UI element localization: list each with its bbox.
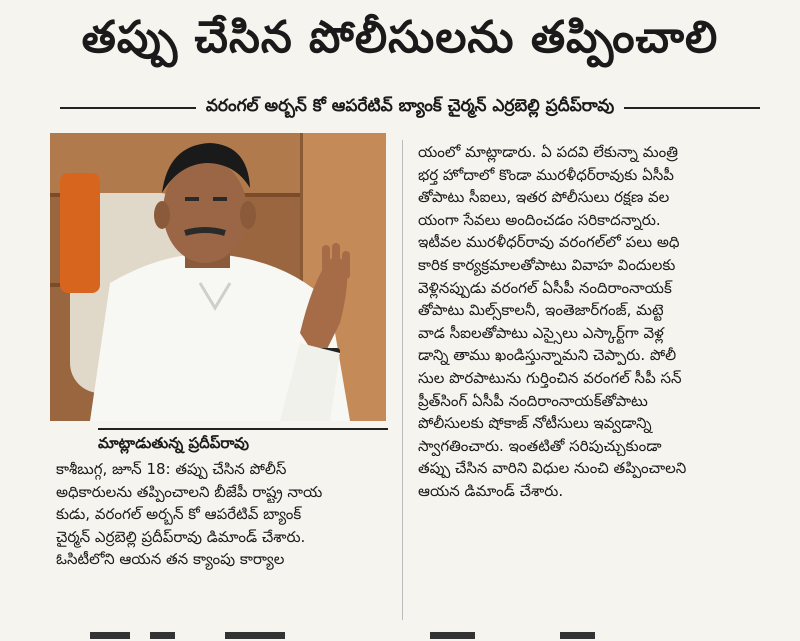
article-line: యంగా సేవలు అందించడం సరికాదన్నారు.: [418, 210, 661, 229]
article-line: ఇటీవల మురళీధర్‌రావు వరంగల్‌లో పలు అధి: [418, 233, 680, 252]
article-line: భర్త హోదాలో కొండా మురళీధర్‌రావుకు ఏసీపీ: [418, 165, 674, 184]
news-photo: [50, 133, 386, 421]
article-line: ప్రీత్‌సింగ్ ఏసీపీ నందిరాంనాయక్‌తోపాటు: [418, 391, 648, 410]
cropped-text-fragment: [430, 632, 475, 639]
article-line: తప్పు చేసిన వారిని విధుల నుంచి తప్పించాలని: [418, 459, 687, 478]
subheadline: వరంగల్ అర్బన్ కో ఆపరేటివ్ బ్యాంక్ చైర్మన్ ఎర్రబెల్లి ప్రదీప్‌రావు: [196, 96, 624, 120]
article-line: ఓసిటీలోని ఆయన తన క్యాంపు కార్యాల: [56, 550, 285, 569]
article-line: తోపాటు సీఐలు, ఇతర పోలీసులు రక్షణ వల: [418, 188, 670, 207]
article-line: సుల పొరపాటును గుర్తించిన వరంగల్ సీపీ సన్: [418, 368, 682, 387]
article-line: స్వాగతించారు. ఇంతటితో సరిపుచ్చుకుండా: [418, 436, 662, 455]
article-column-right: [418, 141, 746, 503]
subheadline-banner: [60, 88, 760, 128]
article-line: చైర్మన్ ఎర్రబెల్లి ప్రదీప్‌రావు డిమాండ్ చేశారు.: [56, 527, 306, 546]
article-line: వెళ్లినప్పుడు వరంగల్ ఏసీపీ నందిరాంనాయక్: [418, 278, 672, 297]
cropped-text-fragment: [150, 632, 175, 639]
photo-caption-block: [98, 428, 388, 456]
cropped-text-fragment: [225, 632, 285, 639]
article-line: కాశీబుగ్గ, జూన్ 18: తప్పు చేసిన పోలీస్: [56, 460, 287, 478]
headline: తప్పు చేసిన పోలీసులను తప్పించాలి: [81, 12, 719, 63]
article-line: యంలో మాట్లాడారు. ఏ పదవి లేకున్నా మంత్రి: [418, 143, 678, 161]
cropped-text-fragment: [560, 632, 595, 639]
article-line: వాడ సీఐలతోపాటు ఎస్సైలు ఎస్కార్ట్‌గా వెళ్ల: [418, 323, 664, 342]
article-line: అధికారులను తప్పించాలని బీజేపీ రాష్ట్ర నాయ: [56, 482, 323, 501]
photo-caption: మాట్లాడుతున్న ప్రదీప్‌రావు: [98, 434, 249, 452]
article-column-left: [56, 458, 392, 571]
speaker-photo-illustration: [50, 133, 386, 421]
caption-rule: [98, 428, 388, 430]
cropped-text-fragment: [90, 632, 130, 639]
cropped-next-article: [0, 628, 800, 641]
article-line: కారిక కార్యక్రమాలతోపాటు వివాహ విందులకు: [418, 255, 676, 274]
article-line: పోలీసులకు షోకాజ్ నోటీసులు ఇవ్వడాన్ని: [418, 414, 652, 433]
column-divider: [402, 140, 403, 620]
article-line: తోపాటు మిల్స్‌కాలనీ, ఇంతెజార్‌గంజ్, మట్టె: [418, 301, 664, 320]
article-line: డాన్ని తాము ఖండిస్తున్నామని చెప్పారు. పోలీ: [418, 346, 677, 365]
article-line: కుడు, వరంగల్ అర్బన్ కో ఆపరేటివ్ బ్యాంక్: [56, 505, 302, 524]
article-line: ఆయన డిమాండ్ చేశారు.: [418, 481, 564, 500]
